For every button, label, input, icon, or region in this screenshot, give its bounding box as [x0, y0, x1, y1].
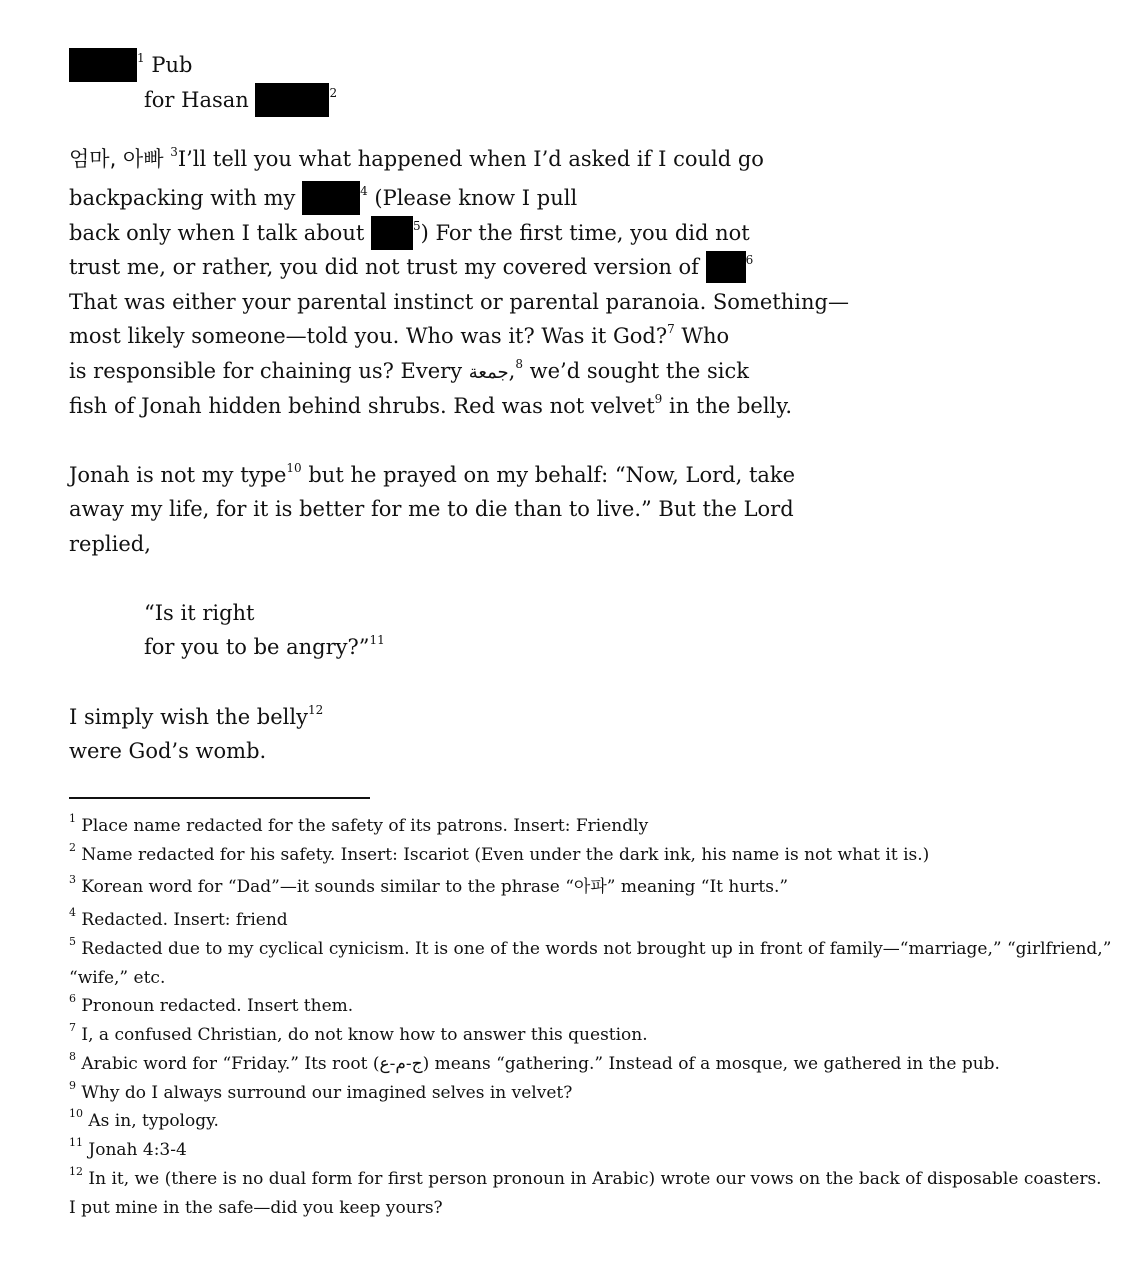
footnote-ref: 8: [515, 357, 523, 371]
line-text: I simply wish the belly: [69, 705, 308, 729]
line-text: but he prayed on my behalf: “Now, Lord, take: [308, 463, 796, 487]
footnote-continuation: I put mine in the safe—did you keep yours?: [69, 1198, 443, 1218]
footnote-number: 9: [69, 1079, 76, 1093]
poem-line: That was either your parental instinct or parental paranoia. Something—: [69, 290, 849, 314]
footnote-text: Name redacted for his safety. Insert: Iscariot (Even under the dark ink, his name is not what it is.): [81, 845, 930, 865]
footnote-text: I, a confused Christian, do not know how to answer this question.: [81, 1025, 648, 1045]
footnote: [69, 1165, 1102, 1194]
poem-line: [69, 250, 753, 284]
footnote-text: Redacted due to my cyclical cynicism. It is one of the words not brought up in front of family—“marriage,” “girlfriend,”: [81, 939, 1112, 959]
footnote: [69, 1107, 219, 1136]
redaction-block: [302, 181, 360, 215]
quote-line: [144, 630, 385, 664]
poem-title: [69, 48, 192, 82]
korean-text: 엄마, 아빠: [69, 147, 164, 171]
arabic-text: جمعة: [468, 362, 509, 383]
redaction-block: [69, 48, 137, 82]
footnote: [69, 906, 288, 935]
footnote-number: 4: [69, 906, 76, 920]
footnote-number: 2: [69, 841, 76, 855]
footnote-text: Redacted. Insert: friend: [81, 910, 288, 930]
redaction-block: [706, 251, 746, 283]
footnote-ref: 3: [170, 145, 178, 159]
footnote-divider: [69, 797, 370, 799]
line-text: most likely someone—told you. Who was it? Was it God?: [69, 324, 668, 348]
title-text: Pub: [151, 53, 193, 77]
footnote-text: In it, we (there is no dual form for first person pronoun in Arabic) wrote our vows on the back of disposable coasters.: [88, 1169, 1102, 1189]
poem-line: [69, 142, 764, 176]
footnote: [69, 992, 353, 1021]
footnote-number: 7: [69, 1021, 76, 1035]
poem-line: replied,: [69, 532, 151, 556]
line-text: Who: [681, 324, 730, 348]
poem-line: [69, 216, 750, 250]
footnote-ref: 9: [654, 392, 663, 406]
footnote-text: As in, typology.: [88, 1111, 219, 1131]
line-text: back only when I talk about: [69, 221, 365, 245]
poem-line: [69, 181, 577, 215]
line-text: (Please know I pull: [374, 186, 578, 210]
line-text: ) For the first time, you did not: [420, 221, 750, 245]
footnote-text: Korean word for “Dad”—it sounds similar to the phrase “아파” meaning “It hurts.”: [81, 877, 789, 897]
footnote-text: Why do I always surround our imagined selves in velvet?: [81, 1083, 573, 1103]
footnote-ref: 6: [745, 253, 754, 267]
footnote-number: 6: [69, 992, 76, 1006]
footnote-text: Place name redacted for the safety of its patrons. Insert: Friendly: [81, 816, 649, 836]
footnote-number: 10: [69, 1107, 83, 1121]
line-text: fish of Jonah hidden behind shrubs. Red was not velvet: [69, 394, 655, 418]
poem-line: were God’s womb.: [69, 739, 267, 763]
poem-line: is responsible for chaining us? Every جمعة,$^8$ we’d sought the sick: [69, 357, 749, 383]
footnote-ref: 10: [286, 461, 302, 475]
footnote-ref: 5: [412, 219, 421, 233]
footnote: [69, 1136, 187, 1165]
line-text: for you to be angry?”: [144, 635, 370, 659]
poem-line: [69, 319, 729, 353]
line-text: we’d sought the sick: [529, 359, 749, 383]
line-text: is responsible for chaining us? Every: [69, 359, 463, 383]
footnote-ref: 1: [137, 51, 145, 65]
poem-line: [69, 389, 792, 423]
footnote-ref: 4: [360, 184, 368, 198]
footnote: [69, 1079, 572, 1108]
footnote: [69, 873, 788, 902]
footnote-text: Pronoun redacted. Insert them.: [81, 996, 354, 1016]
poem-line: away my life, for it is better for me to die than to live.” But the Lord: [69, 497, 794, 521]
footnote-number: 3: [69, 873, 76, 887]
poem-line: [69, 700, 323, 734]
footnote: [69, 1050, 1000, 1079]
footnote-ref: 12: [307, 703, 324, 717]
line-text: trust me, or rather, you did not trust my covered version of: [69, 255, 699, 279]
footnote: [69, 812, 648, 841]
footnote: [69, 841, 929, 870]
footnote-ref: 2: [329, 86, 338, 100]
footnote: [69, 1021, 648, 1050]
footnote-ref: 11: [369, 633, 385, 647]
footnote-number: 8: [69, 1050, 76, 1064]
redaction-block: [371, 216, 413, 250]
footnote-number: 12: [69, 1165, 83, 1179]
redaction-block: [255, 83, 329, 117]
line-text: backpacking with my: [69, 186, 296, 210]
footnote-text: Jonah 4:3-4: [88, 1140, 187, 1160]
line-text: in the belly.: [668, 394, 793, 418]
poem-line: [69, 458, 795, 492]
dedication-text: for Hasan: [144, 88, 249, 112]
footnote-number: 11: [69, 1136, 83, 1150]
footnote-ref: 7: [667, 322, 675, 336]
footnote-continuation: “wife,” etc.: [69, 968, 166, 988]
dedication: [144, 83, 337, 117]
line-text: Jonah is not my type: [69, 463, 287, 487]
footnote-number: 5: [69, 935, 76, 949]
line-text: I’ll tell you what happened when I’d asked if I could go: [177, 147, 764, 171]
footnote-number: 1: [69, 812, 76, 826]
footnote: [69, 935, 1111, 964]
quote-line: “Is it right: [144, 601, 255, 625]
footnote-text: Arabic word for “Friday.” Its root (ج-م-ع) means “gathering.” Instead of a mosque, we gathered in the pub.: [81, 1054, 1000, 1074]
